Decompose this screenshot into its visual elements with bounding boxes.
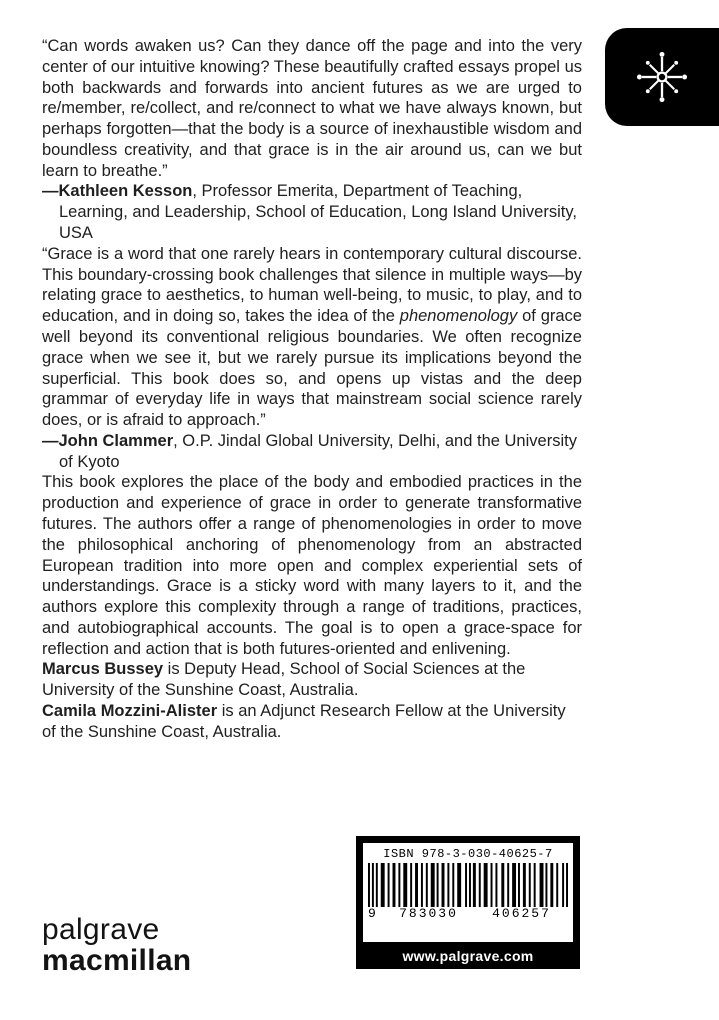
endorsement-quote-2-text-after: of grace well beyond its conventional religious boundaries. We often recognize grace when we see it, but we rarely pursue its implications beyond the superficial. This book does so, and opens up vistas and the deep grammar of everyday life in ways that mainstream social science rarely does, or is afraid to approach.” bbox=[42, 307, 582, 430]
barcode-panel bbox=[363, 843, 573, 942]
publisher-website: www.palgrave.com bbox=[356, 942, 580, 969]
back-cover-text bbox=[42, 36, 582, 743]
endorser-name-2: —John Clammer bbox=[42, 431, 174, 450]
barcode-block bbox=[356, 836, 580, 969]
logo-macmillan: macmillan bbox=[42, 944, 192, 978]
endorsement-quote-1 bbox=[42, 36, 582, 181]
barcode-digit-group-1: 9 bbox=[368, 906, 378, 921]
pivot-starburst-icon bbox=[631, 46, 693, 108]
author-bio-1-text: is Deputy Head, School of Social Sciences at the University of the Sunshine Coast, Australia. bbox=[42, 660, 526, 700]
palgrave-macmillan-logo bbox=[42, 914, 191, 976]
author-bio-2 bbox=[42, 701, 582, 743]
isbn-label: ISBN 978-3-030-40625-7 bbox=[383, 847, 553, 861]
author-name-2: Camila Mozzini-Alister bbox=[42, 702, 218, 720]
endorsement-quote-2-italic: phenomenology bbox=[399, 307, 518, 326]
barcode-digit-group-3: 406257 bbox=[492, 906, 551, 921]
author-bio-1 bbox=[42, 659, 582, 701]
endorsement-quote-1-text: “Can words awaken us? Can they dance off the page and into the very center of our intuitive knowing? These beautifully crafted essays propel us both backwards and forwards into ancient futures as we are urged to re/member, re/collect, and re/connect to what we have always known, but perhaps forgotten—that the body is a source of inexhaustible wisdom and boundless creativity, and that grace is in the air around us, can we but learn to breathe.” bbox=[42, 37, 582, 180]
author-bio-2-text: is an Adjunct Research Fellow at the University of the Sunshine Coast, Australia. bbox=[42, 702, 566, 741]
author-name-1: Marcus Bussey bbox=[42, 660, 164, 679]
barcode-digits bbox=[368, 907, 568, 921]
barcode-bars bbox=[368, 863, 568, 921]
endorsement-quote-2-text-before: “Grace is a word that one rarely hears in contemporary cultural discourse. This boundary-crossing book challenges that silence in multiple ways—by relating grace to aesthetics, to human well-being, to music, to play, and to education, and in doing so, takes the idea of the bbox=[42, 244, 582, 326]
endorser-title-2: , O.P. Jindal Global University, Delhi, and the University of Kyoto bbox=[59, 431, 577, 471]
endorser-title-1: , Professor Emerita, Department of Teaching, Learning, and Leadership, School of Education, Long Island University, USA bbox=[59, 182, 577, 243]
book-description: This book explores the place of the body and embodied practices in the production and experience of grace in order to generate transformative futures. The authors offer a range of phenomenologies in order to move the philosophical anchoring of phenomenology from an abstracted European tradition into more open and complex experiential sets of understandings. Grace is a sticky word with many layers to it, and the authors explore this complexity through a range of traditions, practices, and autobiographical accounts. The goal is to open a grace-space for reflection and action that is both futures-oriented and enlivening. bbox=[42, 473, 582, 658]
endorsement-quote-2 bbox=[42, 244, 582, 431]
endorsement-attribution-1 bbox=[42, 181, 582, 243]
publisher-badge bbox=[605, 28, 719, 126]
endorser-name-1: —Kathleen Kesson bbox=[42, 182, 193, 201]
logo-palgrave: palgrave bbox=[42, 913, 160, 946]
endorsement-attribution-2 bbox=[42, 431, 582, 473]
barcode-bars-graphic bbox=[368, 863, 568, 907]
barcode-digit-group-2: 783030 bbox=[399, 906, 458, 921]
